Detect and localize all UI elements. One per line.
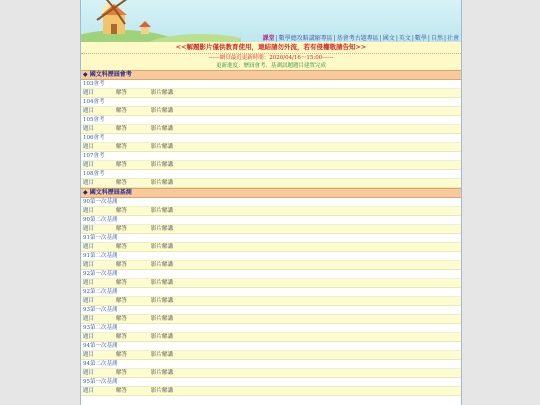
exam-links-row [81, 351, 461, 360]
video-link[interactable]: 影片解講 [151, 90, 174, 96]
exam-year-label: 90第二次基測 [81, 216, 461, 225]
exam-year-label: 92第一次基測 [81, 270, 461, 279]
header-banner [81, 0, 461, 42]
nav-link[interactable]: 課堂 [262, 35, 275, 42]
answer-link[interactable]: 解答 [116, 370, 128, 376]
exam-links-row [81, 207, 461, 216]
exam-links-row [81, 261, 461, 270]
exam-links-row [81, 333, 461, 342]
update-progress: 更新進度：歷屆會考、基測試題題目建置完成 [81, 62, 461, 70]
page-container [80, 0, 462, 405]
question-link[interactable]: 題目 [83, 226, 95, 232]
video-link[interactable]: 影片解講 [151, 126, 174, 132]
video-link[interactable]: 影片解講 [151, 162, 174, 168]
exam-year-label: 93第二次基測 [81, 324, 461, 333]
video-link[interactable]: 影片解講 [151, 180, 174, 186]
copyright-notice: <<解題影片僅供教育使用，連結請勿外流，若有侵權敬請告知>> [81, 42, 461, 53]
answer-link[interactable]: 解答 [116, 244, 128, 250]
nav-separator: | [395, 35, 398, 42]
nav-link[interactable]: 自然 [430, 35, 443, 42]
video-link[interactable]: 影片解講 [151, 226, 174, 232]
answer-link[interactable]: 解答 [116, 298, 128, 304]
question-link[interactable]: 題目 [83, 334, 95, 340]
video-link[interactable]: 影片解講 [151, 244, 174, 250]
question-link[interactable]: 題目 [83, 388, 95, 394]
question-link[interactable]: 題目 [83, 180, 95, 186]
exam-year-label: 92第二次基測 [81, 288, 461, 297]
question-link[interactable]: 題目 [83, 208, 95, 214]
exam-year-label: 108會考 [81, 170, 461, 179]
exam-links-row [81, 107, 461, 116]
exam-year-label: 103會考 [81, 80, 461, 89]
question-link[interactable]: 題目 [83, 298, 95, 304]
question-link[interactable]: 題目 [83, 352, 95, 358]
question-link[interactable]: 題目 [83, 316, 95, 322]
nav-link[interactable]: 基會考古題專區 [336, 35, 379, 42]
exam-links-row [81, 315, 461, 324]
exam-year-label: 106會考 [81, 134, 461, 143]
exam-sections [81, 70, 461, 396]
answer-link[interactable]: 解答 [116, 316, 128, 322]
video-link[interactable]: 影片解講 [151, 144, 174, 150]
exam-year-label: 104會考 [81, 98, 461, 107]
section-header: ◆ 國文科歷屆會考 [81, 70, 461, 80]
exam-links-row [81, 225, 461, 234]
answer-link[interactable]: 解答 [116, 126, 128, 132]
question-link[interactable]: 題目 [83, 280, 95, 286]
answer-link[interactable]: 解答 [116, 280, 128, 286]
video-link[interactable]: 影片解講 [151, 208, 174, 214]
exam-links-row [81, 89, 461, 98]
answer-link[interactable]: 解答 [116, 262, 128, 268]
question-link[interactable]: 題目 [83, 262, 95, 268]
question-link[interactable]: 題目 [83, 90, 95, 96]
exam-year-label: 90第一次基測 [81, 198, 461, 207]
video-link[interactable]: 影片解講 [151, 388, 174, 394]
answer-link[interactable]: 解答 [116, 144, 128, 150]
question-link[interactable]: 題目 [83, 244, 95, 250]
last-updated: ------網頁最近更新時間：2020/04/16～15:00------ [81, 53, 461, 62]
exam-year-label: 94第二次基測 [81, 360, 461, 369]
exam-year-label: 95第一次基測 [81, 378, 461, 387]
answer-link[interactable]: 解答 [116, 108, 128, 114]
video-link[interactable]: 影片解講 [151, 370, 174, 376]
exam-links-row [81, 125, 461, 134]
video-link[interactable]: 影片解講 [151, 352, 174, 358]
windmill-hills-illustration [81, 0, 241, 42]
question-link[interactable]: 題目 [83, 144, 95, 150]
answer-link[interactable]: 解答 [116, 180, 128, 186]
video-link[interactable]: 影片解講 [151, 108, 174, 114]
question-link[interactable]: 題目 [83, 162, 95, 168]
nav-link[interactable]: 數學總攻略講解專區 [278, 35, 333, 42]
exam-year-label: 91第一次基測 [81, 234, 461, 243]
answer-link[interactable]: 解答 [116, 388, 128, 394]
answer-link[interactable]: 解答 [116, 162, 128, 168]
exam-links-row [81, 279, 461, 288]
exam-links-row [81, 297, 461, 306]
video-link[interactable]: 影片解講 [151, 280, 174, 286]
exam-links-row [81, 161, 461, 170]
question-link[interactable]: 題目 [83, 370, 95, 376]
video-link[interactable]: 影片解講 [151, 334, 174, 340]
exam-year-label: 93第一次基測 [81, 306, 461, 315]
exam-year-label: 91第二次基測 [81, 252, 461, 261]
nav-separator: | [275, 35, 278, 42]
exam-year-label: 107會考 [81, 152, 461, 161]
nav-separator: | [427, 35, 430, 42]
answer-link[interactable]: 解答 [116, 90, 128, 96]
section-header: ◆ 國文科歷屆基測 [81, 188, 461, 198]
exam-year-label: 105會考 [81, 116, 461, 125]
nav-link[interactable]: 社會 [446, 35, 459, 42]
video-link[interactable]: 影片解講 [151, 316, 174, 322]
top-nav [263, 33, 459, 42]
nav-separator: | [379, 35, 382, 42]
answer-link[interactable]: 解答 [116, 226, 128, 232]
answer-link[interactable]: 解答 [116, 352, 128, 358]
exam-year-label: 94第一次基測 [81, 342, 461, 351]
nav-link[interactable]: 英文 [398, 35, 411, 42]
exam-links-row [81, 143, 461, 152]
nav-separator: | [443, 35, 446, 42]
nav-link[interactable]: 國文 [382, 35, 395, 42]
nav-separator: | [411, 35, 414, 42]
exam-links-row [81, 179, 461, 188]
video-link[interactable]: 影片解講 [151, 298, 174, 304]
answer-link[interactable]: 解答 [116, 334, 128, 340]
exam-links-row [81, 369, 461, 378]
answer-link[interactable]: 解答 [116, 208, 128, 214]
exam-links-row [81, 387, 461, 396]
exam-links-row [81, 243, 461, 252]
question-link[interactable]: 題目 [83, 108, 95, 114]
question-link[interactable]: 題目 [83, 126, 95, 132]
video-link[interactable]: 影片解講 [151, 262, 174, 268]
nav-separator: | [333, 35, 336, 42]
nav-link[interactable]: 數學 [414, 35, 427, 42]
